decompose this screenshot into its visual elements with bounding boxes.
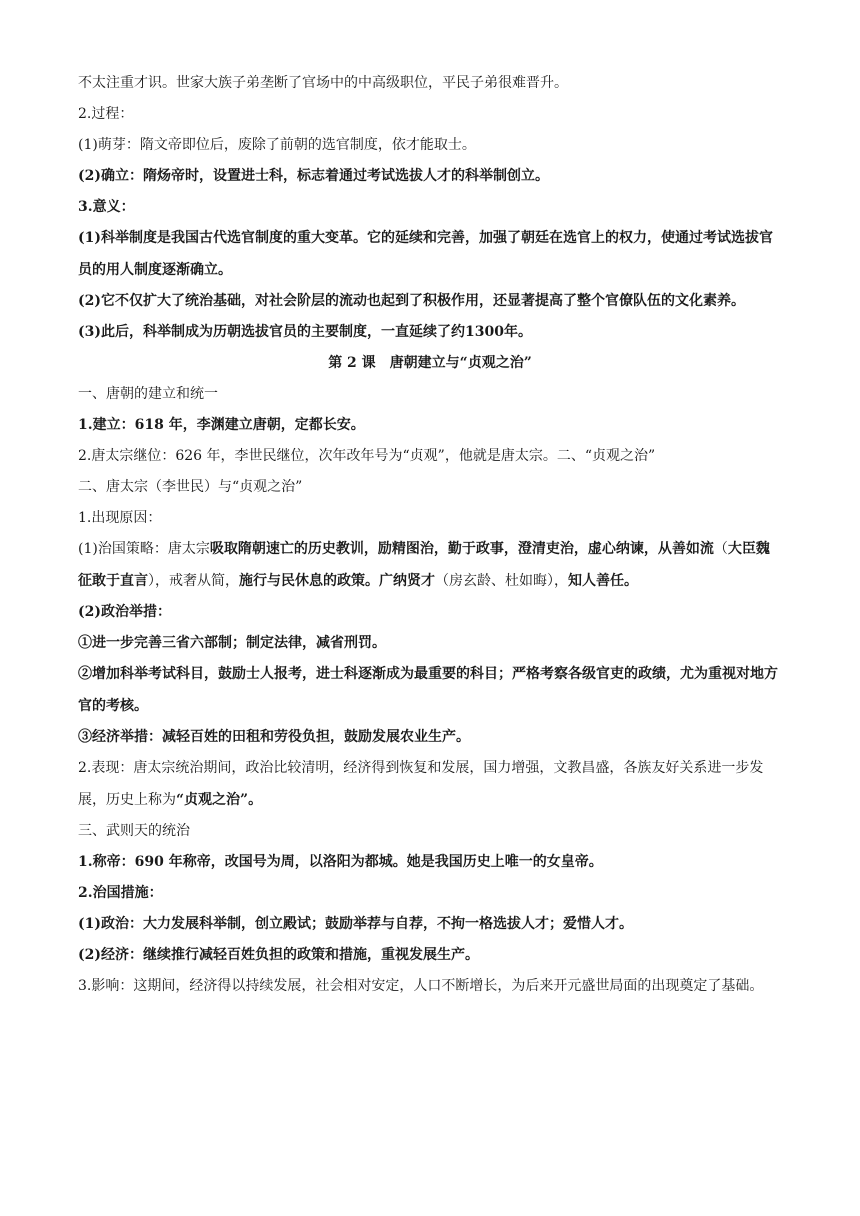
paragraph: 不太注重才识。世家大族子弟垄断了官场中的中高级职位，平民子弟很难晋升。: [78, 75, 568, 91]
text-run: 吸取隋朝速亡的历史教训，励精图治，勤于政事，澄清吏治，虚心纳谏，从善如流: [209, 541, 714, 557]
paragraph: 2.唐太宗继位：626 年，李世民继位，次年改年号为“贞观”，他就是唐太宗。二、“贞观之治”: [78, 448, 656, 464]
lesson-name: 唐朝建立与“贞观之治”: [389, 355, 532, 371]
paragraph: 1.称帝：690 年称帝，改国号为周，以洛阳为都城。她是我国历史上唯一的女皇帝。: [78, 854, 603, 870]
paragraph: [78, 534, 782, 597]
text-run: 知人善任。: [568, 572, 638, 589]
paragraph: (2)经济：继续推行减轻百姓负担的政策和措施，重视发展生产。: [78, 947, 479, 963]
text-run: (1)治国策略：唐太宗: [78, 541, 210, 557]
section-heading: 2.治国措施：: [78, 885, 163, 901]
text-run: ），戒奢从简，: [148, 572, 239, 589]
paragraph: ②增加科举考试科目，鼓励士人报考，进士科逐渐成为最重要的科目；严格考察各级官吏的政绩，尤为重视对地方官的考核。: [78, 666, 778, 714]
paragraph: 3.影响：这期间，经济得以持续发展，社会相对安定，人口不断增长，为后来开元盛世局面的出现奠定了基础。: [78, 978, 764, 994]
lesson-title: [78, 348, 782, 379]
text-run: 施行与民休息的政策。广纳贤才: [239, 572, 435, 589]
section-heading: (2)政治举措：: [78, 604, 171, 620]
paragraph: (2)它不仅扩大了统治基础，对社会阶层的流动也起到了积极作用，还显著提高了整个官僚队伍的文化素养。: [78, 293, 745, 309]
paragraph: (1)萌芽：隋文帝即位后，废除了前朝的选官制度，依才能取士。: [78, 137, 476, 153]
paragraph: (2)确立：隋炀帝时，设置进士科，标志着通过考试选拔人才的科举制创立。: [78, 168, 549, 184]
section-heading: 3.意义：: [78, 199, 135, 215]
section-heading: 三、武则天的统治: [78, 823, 190, 839]
paragraph: (3)此后，科举制成为历朝选拔官员的主要制度，一直延续了约1300年。: [78, 324, 532, 340]
paragraph: (1)科举制度是我国古代选官制度的重大变革。它的延续和完善，加强了朝廷在选官上的权力，使通过考试选拔官员的用人制度逐渐确立。: [78, 230, 773, 278]
text-run: 大臣魏征敢于直言: [78, 541, 770, 589]
text-run: （房玄龄、杜如晦），: [435, 572, 568, 589]
text-run: 2.表现：唐太宗统治期间，政治比较清明，经济得到恢复和发展，国力增强，文教昌盛，各族友好关系进一步发展，历史上称为: [78, 760, 764, 808]
section-heading: 1.出现原因：: [78, 510, 162, 526]
paragraph: 1.建立：618 年，李渊建立唐朝，定都长安。: [78, 417, 365, 433]
section-heading: 二、唐太宗（李世民）与“贞观之治”: [78, 479, 303, 495]
paragraph: ①进一步完善三省六部制；制定法律，减省刑罚。: [78, 635, 386, 651]
section-heading: 2.过程：: [78, 106, 134, 122]
paragraph: (1)政治：大力发展科举制，创立殿试；鼓励举荐与自荐，不拘一格选拔人才；爱惜人才。: [78, 916, 633, 932]
text-run: “贞观之治”。: [176, 791, 263, 808]
section-heading: 一、唐朝的建立和统一: [78, 386, 218, 402]
document-page: [78, 68, 782, 1003]
text-run: （: [713, 541, 728, 557]
paragraph: [78, 753, 782, 816]
lesson-number: 第 2 课: [328, 355, 376, 371]
paragraph: ③经济举措：减轻百姓的田租和劳役负担，鼓励发展农业生产。: [78, 729, 470, 745]
